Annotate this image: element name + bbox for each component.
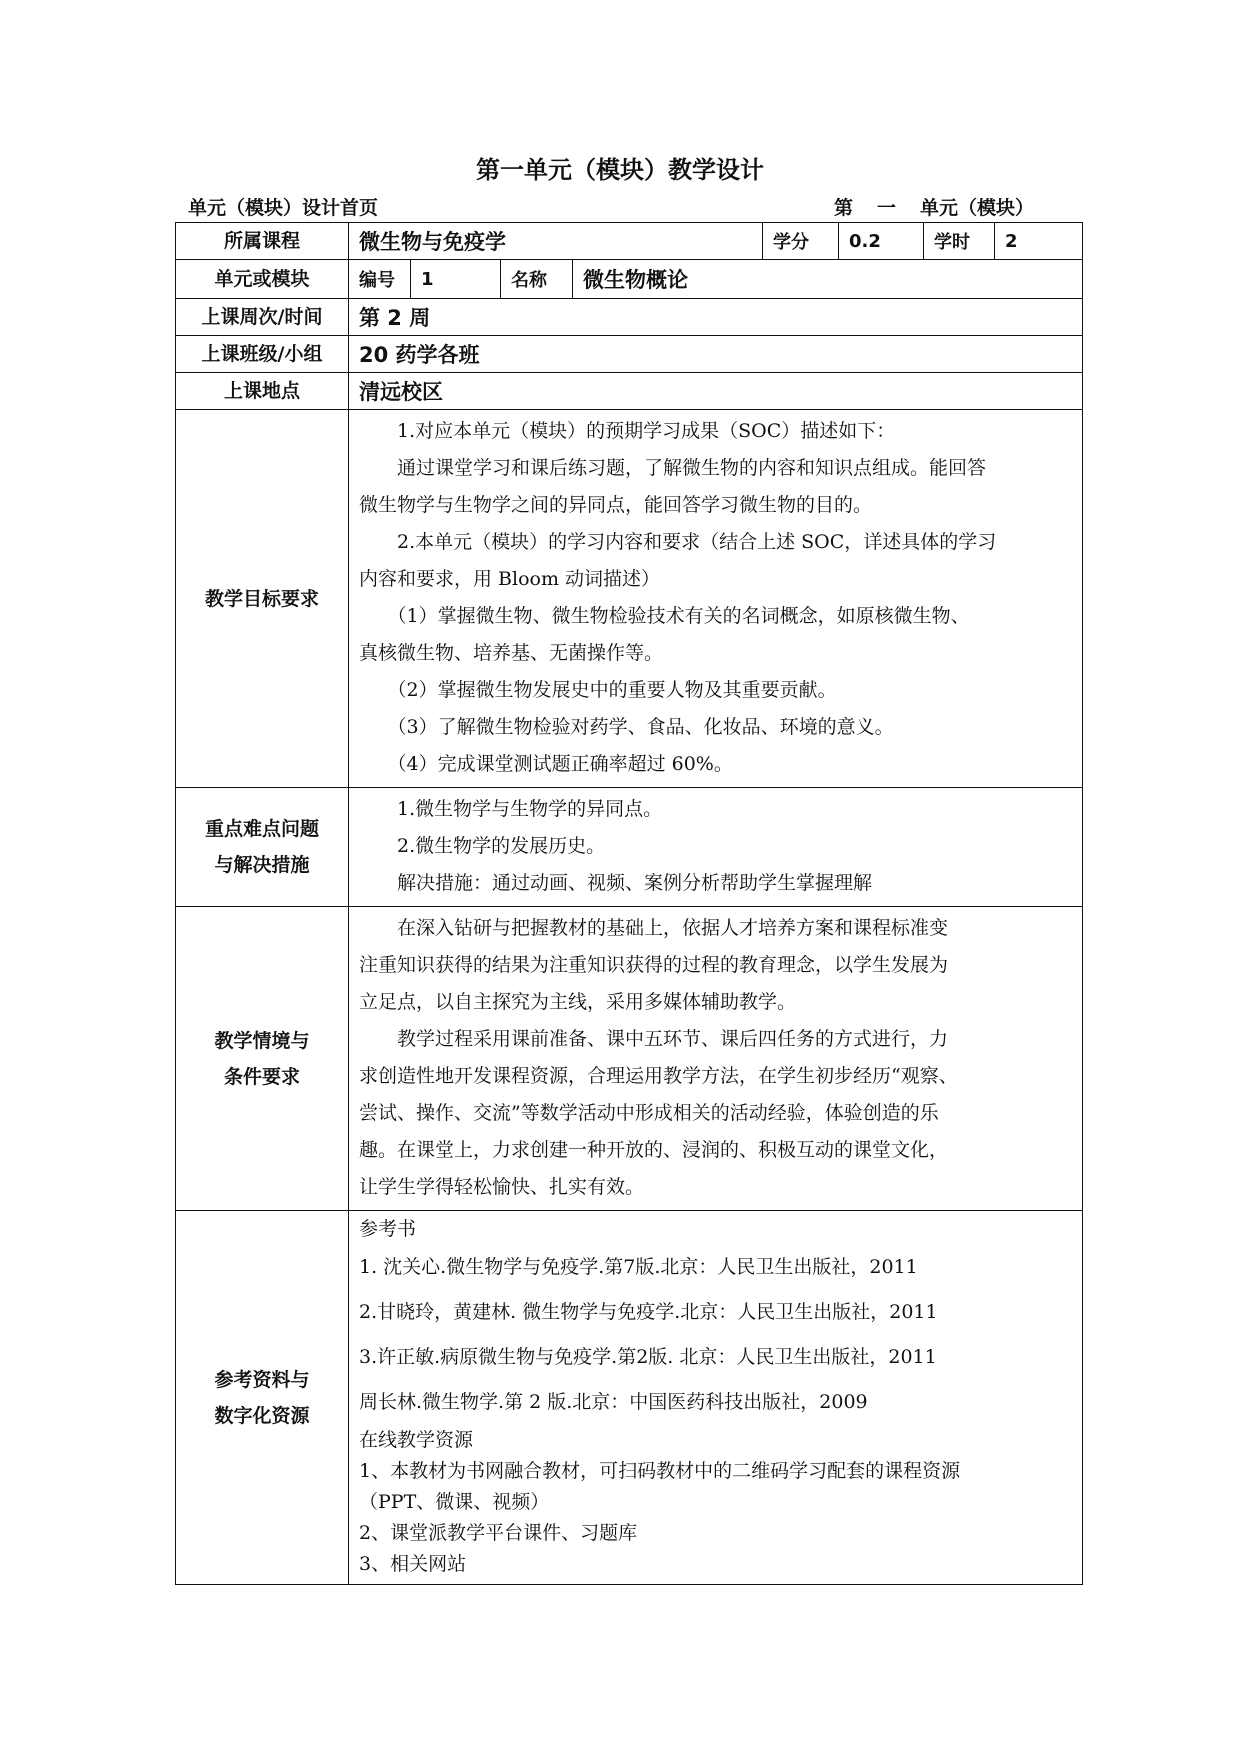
objectives-line: （2）掌握微生物发展史中的重要人物及其重要贡献。 [387, 679, 837, 701]
context-line: 让学生学得轻松愉快、扎实有效。 [359, 1176, 645, 1198]
subheader-right-a: 第 [834, 197, 854, 219]
subheader-right-b: 一 [877, 197, 897, 219]
design-table [175, 222, 1082, 1575]
references-content [349, 1211, 1083, 1585]
objectives-line: 1.对应本单元（模块）的预期学习成果（SOC）描述如下： [397, 420, 896, 442]
week-label: 上课周次/时间 [176, 299, 349, 336]
context-line: 教学过程采用课前准备、课中五环节、课后四任务的方式进行，力 [397, 1028, 949, 1050]
context-line: 尝试、操作、交流”等数学活动中形成相关的活动经验，体验创造的乐 [359, 1102, 939, 1124]
keypoints-label-line2: 与解决措施 [214, 854, 310, 876]
context-line: 求创造性地开发课程资源，合理运用教学方法，在学生初步经历“观察、 [359, 1065, 958, 1087]
row-references [176, 1211, 1083, 1585]
location-value: 清远校区 [349, 373, 1083, 410]
week-value: 第 2 周 [349, 299, 1083, 336]
context-label-line1: 教学情境与 [214, 1029, 310, 1052]
context-label-line2: 条件要求 [223, 1065, 300, 1088]
class-label: 上课班级/小组 [176, 336, 349, 373]
keypoints-line: 2.微生物学的发展历史。 [397, 835, 606, 857]
reference-line: 2.甘晓玲，黄建林. 微生物学与免疫学.北京：人民卫生出版社，2011 [359, 1301, 938, 1323]
reference-line: 1、本教材为书网融合教材，可扫码教材中的二维码学习配套的课程资源 [359, 1460, 961, 1482]
objectives-line: 通过课堂学习和课后练习题，了解微生物的内容和知识点组成。能回答 [397, 457, 987, 479]
course-label: 所属课程 [176, 223, 349, 260]
keypoints-line: 解决措施：通过动画、视频、案例分析帮助学生掌握理解 [397, 872, 873, 894]
objectives-line: 2.本单元（模块）的学习内容和要求（结合上述 SOC，详述具体的学习 [397, 531, 997, 553]
credit-value: 0.2 [839, 223, 924, 260]
location-label: 上课地点 [176, 373, 349, 410]
row-objectives [176, 410, 1083, 788]
references-label [176, 1211, 349, 1585]
row-course [176, 223, 1083, 260]
unit-number-value: 1 [411, 260, 501, 299]
course-value: 微生物与免疫学 [349, 223, 763, 260]
row-class [176, 336, 1083, 373]
reference-line: 3、相关网站 [359, 1553, 467, 1575]
reference-line: 2、课堂派教学平台课件、习题库 [359, 1522, 638, 1544]
objectives-content [349, 410, 1083, 788]
subheader-right-c: 单元（模块） [920, 197, 1035, 219]
reference-line: 1. 沈关心.微生物学与免疫学.第7版.北京：人民卫生出版社，2011 [359, 1256, 918, 1278]
subheader-left: 单元（模块）设计首页 [188, 197, 379, 219]
context-line: 注重知识获得的结果为注重知识获得的过程的教育理念，以学生发展为 [359, 954, 949, 976]
context-content [349, 907, 1083, 1211]
reference-line: 周长林.微生物学.第 2 版.北京：中国医药科技出版社，2009 [359, 1391, 868, 1413]
keypoints-content [349, 788, 1083, 907]
references-label-line2: 数字化资源 [214, 1404, 310, 1427]
objectives-label: 教学目标要求 [176, 410, 349, 788]
reference-line: （PPT、微课、视频） [359, 1491, 550, 1513]
keypoints-line: 1.微生物学与生物学的异同点。 [397, 798, 663, 820]
unit-name-label: 名称 [501, 260, 573, 299]
objectives-line: （1）掌握微生物、微生物检验技术有关的名词概念，如原核微生物、 [387, 605, 970, 627]
objectives-line: 真核微生物、培养基、无菌操作等。 [359, 642, 664, 664]
unit-name-value: 微生物概论 [573, 260, 1083, 299]
context-line: 立足点，以自主探究为主线，采用多媒体辅助教学。 [359, 991, 797, 1013]
context-line: 趣。在课堂上，力求创建一种开放的、浸润的、积极互动的课堂文化， [359, 1139, 949, 1161]
unit-label: 单元或模块 [176, 260, 349, 299]
references-label-line1: 参考资料与 [214, 1368, 310, 1391]
objectives-line: 微生物学与生物学之间的异同点，能回答学习微生物的目的。 [359, 494, 873, 516]
reference-line: 在线教学资源 [359, 1429, 474, 1451]
context-label [176, 907, 349, 1211]
row-context [176, 907, 1083, 1211]
hours-value: 2 [995, 223, 1083, 260]
keypoints-label-line1: 重点难点问题 [204, 818, 319, 840]
objectives-line: 内容和要求，用 Bloom 动词描述） [359, 568, 661, 590]
reference-line: 参考书 [359, 1218, 417, 1240]
objectives-line: （4）完成课堂测试题正确率超过 60%。 [387, 753, 733, 775]
row-week [176, 299, 1083, 336]
reference-line: 3.许正敏.病原微生物与免疫学.第2版. 北京：人民卫生出版社，2011 [359, 1346, 937, 1368]
document-title: 第一单元（模块）教学设计 [476, 156, 764, 184]
objectives-line: （3）了解微生物检验对药学、食品、化妆品、环境的意义。 [387, 716, 894, 738]
unit-number-label: 编号 [349, 260, 411, 299]
row-unit [176, 260, 1083, 299]
subheader-right [834, 193, 1034, 220]
credit-label: 学分 [763, 223, 839, 260]
row-location [176, 373, 1083, 410]
hours-label: 学时 [924, 223, 995, 260]
keypoints-label [176, 788, 349, 907]
context-line: 在深入钻研与把握教材的基础上，依据人才培养方案和课程标准变 [397, 917, 949, 939]
class-value: 20 药学各班 [349, 336, 1083, 373]
row-keypoints [176, 788, 1083, 907]
